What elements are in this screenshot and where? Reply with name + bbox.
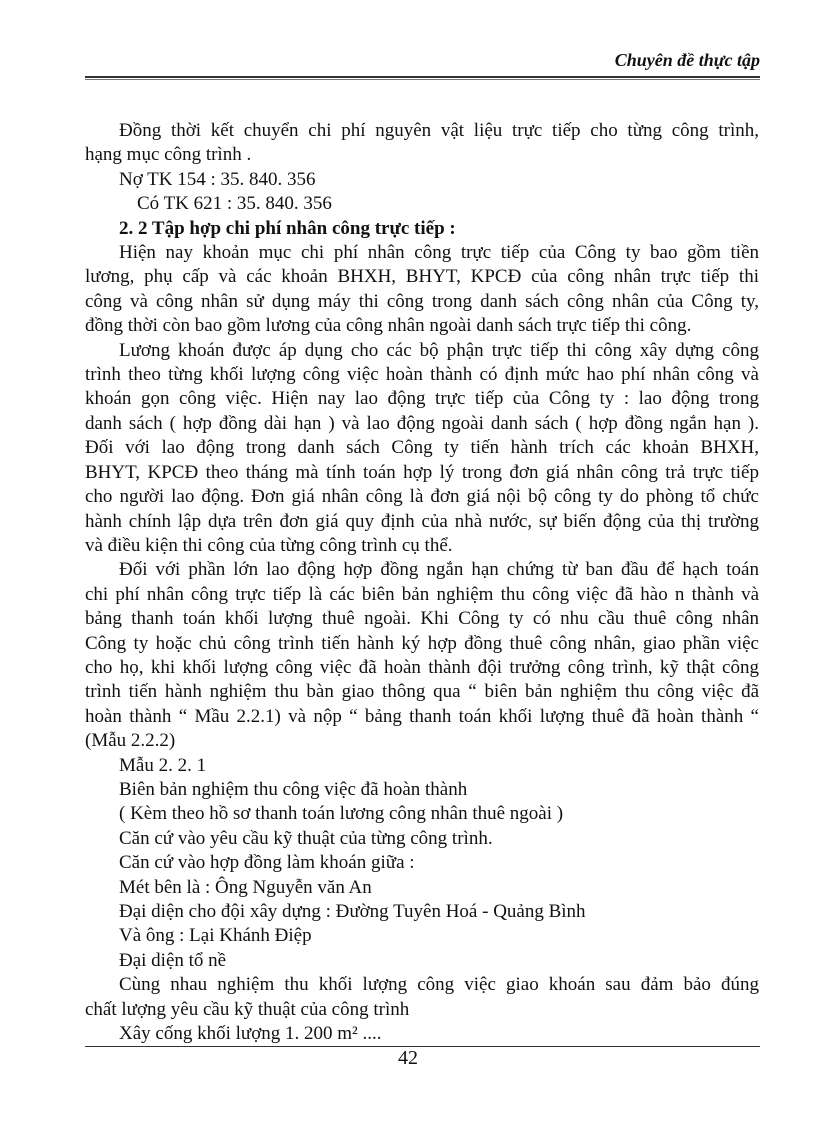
text-line: Mét bên là : Ông Nguyễn văn An [119,876,372,898]
document-body [85,119,759,1046]
paragraph [85,802,759,826]
header-rule [85,76,760,80]
text-line: Mẫu 2. 2. 1 [119,754,207,776]
paragraph [85,192,759,216]
text-line: Đối với phần lớn lao động hợp đồng ngắn hạn chứng từ ban đầu để hạch toán [119,559,759,581]
paragraph [85,778,759,802]
text-line: hạng mục công trình . [85,144,252,166]
text-line: cho họ, khi khối lượng công việc đã hoàn thành đội trưởng công trình, kỹ thật công [85,656,759,678]
text-line: Đồng thời kết chuyển chi phí nguyên vật liệu trực tiếp cho từng công trình, [119,120,759,141]
text-line: Đại diện tổ nề [119,949,227,971]
page-number: 42 [398,1047,418,1069]
paragraph [85,754,759,778]
text-line: Hiện nay khoản mục chi phí nhân công trực tiếp của Công ty bao gồm tiền [119,242,759,264]
text-line: Có TK 621 : 35. 840. 356 [137,193,332,215]
text-line: Cùng nhau nghiệm thu khối lượng công việc giao khoán sau đảm bảo đúng [119,974,759,996]
text-line: Và ông : Lại Khánh Điệp [119,925,312,947]
text-line: ( Kèm theo hồ sơ thanh toán lương công nhân thuê ngoài ) [119,803,564,825]
text-line: Đại diện cho đội xây dựng : Đường Tuyên Hoá - Quảng Bình [119,901,586,922]
section-heading [85,217,759,241]
text-line: trình tiến hành nghiệm thu bàn giao thông qua “ biên bản nghiệm thu công việc đã [85,681,759,703]
paragraph [85,558,759,753]
text-line: Lương khoán được áp dụng cho các bộ phận trực tiếp thi công xây dựng công [119,339,759,361]
text-line: Đối với lao động trong danh sách Công ty tiến hành trích các khoản BHXH, [85,437,759,459]
text-line: BHYT, KPCĐ theo tháng mà tính toán hợp lý trong đơn giá nhân công trả trực tiếp [85,461,759,483]
text-line: bảng thanh toán khối lượng thuê ngoài. Khi Công ty có nhu cầu thuê công nhân [85,608,759,630]
running-header: Chuyên đề thực tập [614,50,760,70]
text-line: lương, phụ cấp và các khoản BHXH, BHYT, KPCĐ của công nhân trực tiếp thi [85,266,759,288]
text-line: cho người lao động. Đơn giá nhân công là đơn giá nội bộ công ty do phòng tổ chức [85,486,759,508]
paragraph [85,827,759,851]
text-line: công và công nhân sử dụng máy thi công trong danh sách công nhân của Công ty, [85,290,759,312]
paragraph [85,241,759,339]
text-line: hoàn thành “ Mầu 2.2.1) và nộp “ bảng thanh toán khối lượng thuê đã hoàn thành “ [85,705,759,727]
paragraph [85,119,759,168]
paragraph [85,876,759,900]
text-line: hành chính lập dựa trên đơn giá quy định của nhà nước, sự biến động của thị trường [85,510,759,532]
text-line: Công ty hoặc chủ công trình tiến hành ký hợp đồng thuê công nhân, giao phần việc [85,632,759,654]
text-line: (Mẫu 2.2.2) [85,730,176,752]
text-line: Nợ TK 154 : 35. 840. 356 [119,168,316,190]
text-line: chất lượng yêu cầu kỹ thuật của công trình [85,998,410,1020]
text-line: 2. 2 Tập hợp chi phí nhân công trực tiếp : [119,217,456,239]
text-line: Căn cứ vào yêu cầu kỹ thuật của từng công trình. [119,827,493,849]
text-line: Biên bản nghiệm thu công việc đã hoàn thành [119,778,468,800]
paragraph [85,851,759,875]
text-line: danh sách ( hợp đồng dài hạn ) và lao động ngoài danh sách ( hợp đồng ngắn hạn ). [85,412,759,434]
paragraph [85,900,759,924]
text-line: khoán gọn công việc. Hiện nay lao động trực tiếp của Công ty : lao động trong [85,388,759,410]
text-line: đồng thời còn bao gồm lương của công nhân ngoài danh sách trực tiếp thi công. [85,315,692,337]
paragraph [85,168,759,192]
text-line: Căn cứ vào hợp đồng làm khoán giữa : [119,852,415,874]
paragraph [85,924,759,948]
paragraph [85,1022,759,1046]
paragraph [85,973,759,1022]
text-line: trình theo từng khối lượng công việc hoàn thành có định mức hao phí nhân công và [85,364,759,386]
text-line: chi phí nhân công trực tiếp là các biên bản nghiệm thu công việc đã hào n thành và [85,583,759,605]
text-line: và điều kiện thi công của từng công trình cụ thể. [85,534,453,556]
paragraph [85,339,759,559]
paragraph [85,949,759,973]
text-line: Xây cống khối lượng 1. 200 m² .... [119,1023,382,1045]
